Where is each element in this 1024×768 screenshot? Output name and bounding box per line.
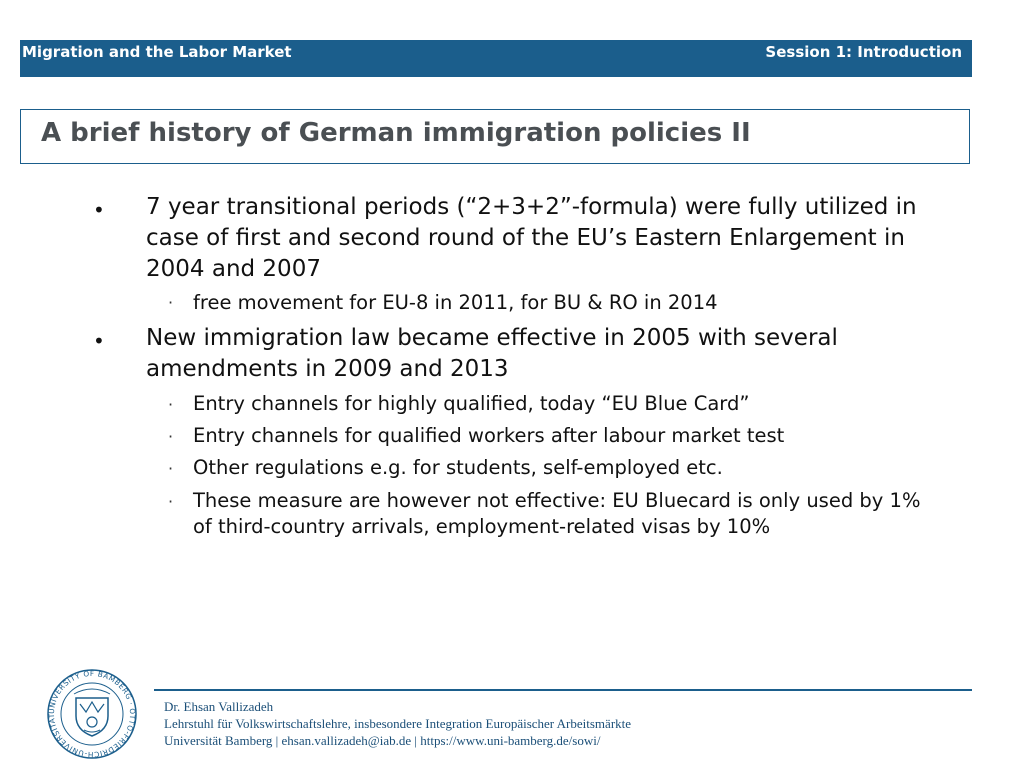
sub-bullet-icon: · [168, 293, 174, 312]
sub-bullet-text: Other regulations e.g. for students, self-employed etc. [193, 456, 723, 479]
bullet-text: New immigration law became effective in 2005 with several amendments in 2009 and 2013 [146, 325, 838, 382]
bullet-text: 7 year transitional periods (“2+3+2”-formula) were fully utilized in case of first and second round of the EU’s Eastern Enlargement in 2004 and 2007 [146, 194, 917, 282]
university-seal-icon [46, 668, 138, 760]
seal-ring-text: UNIVERSITY OF BAMBERG · OTTO-FRIEDRICH-UNIVERSITÄT [46, 668, 138, 760]
sub-bullet-text: These measure are however not effective: EU Bluecard is only used by 1% of third-country arrivals, employment-related visas by 10% [193, 489, 921, 538]
footer-divider [154, 689, 972, 691]
bullet-icon: • [93, 198, 105, 222]
footer-chair: Lehrstuhl für Volkswirtschaftslehre, insbesondere Integration Europäischer Arbeitsmärkte [164, 716, 632, 731]
bullet-icon: • [93, 329, 105, 353]
course-title: Migration and the Labor Market [22, 43, 292, 61]
session-label: Session 1: Introduction [765, 43, 962, 61]
slide-title: A brief history of German immigration policies II [41, 118, 751, 148]
sub-bullet-icon: · [168, 459, 174, 478]
footer [164, 698, 631, 749]
sub-bullet-text: Entry channels for qualified workers after labour market test [193, 424, 785, 447]
sub-bullet-icon: · [168, 395, 174, 414]
sub-bullet-text: Entry channels for highly qualified, today “EU Blue Card” [193, 392, 750, 415]
footer-author: Dr. Ehsan Vallizadeh [164, 699, 274, 714]
sub-bullet-icon: · [168, 492, 174, 511]
sub-bullet-text: free movement for EU-8 in 2011, for BU & RO in 2014 [193, 291, 718, 314]
sub-bullet-icon: · [168, 427, 174, 446]
footer-contact: Universität Bamberg | ehsan.vallizadeh@iab.de | https://www.uni-bamberg.de/sowi/ [164, 733, 601, 748]
